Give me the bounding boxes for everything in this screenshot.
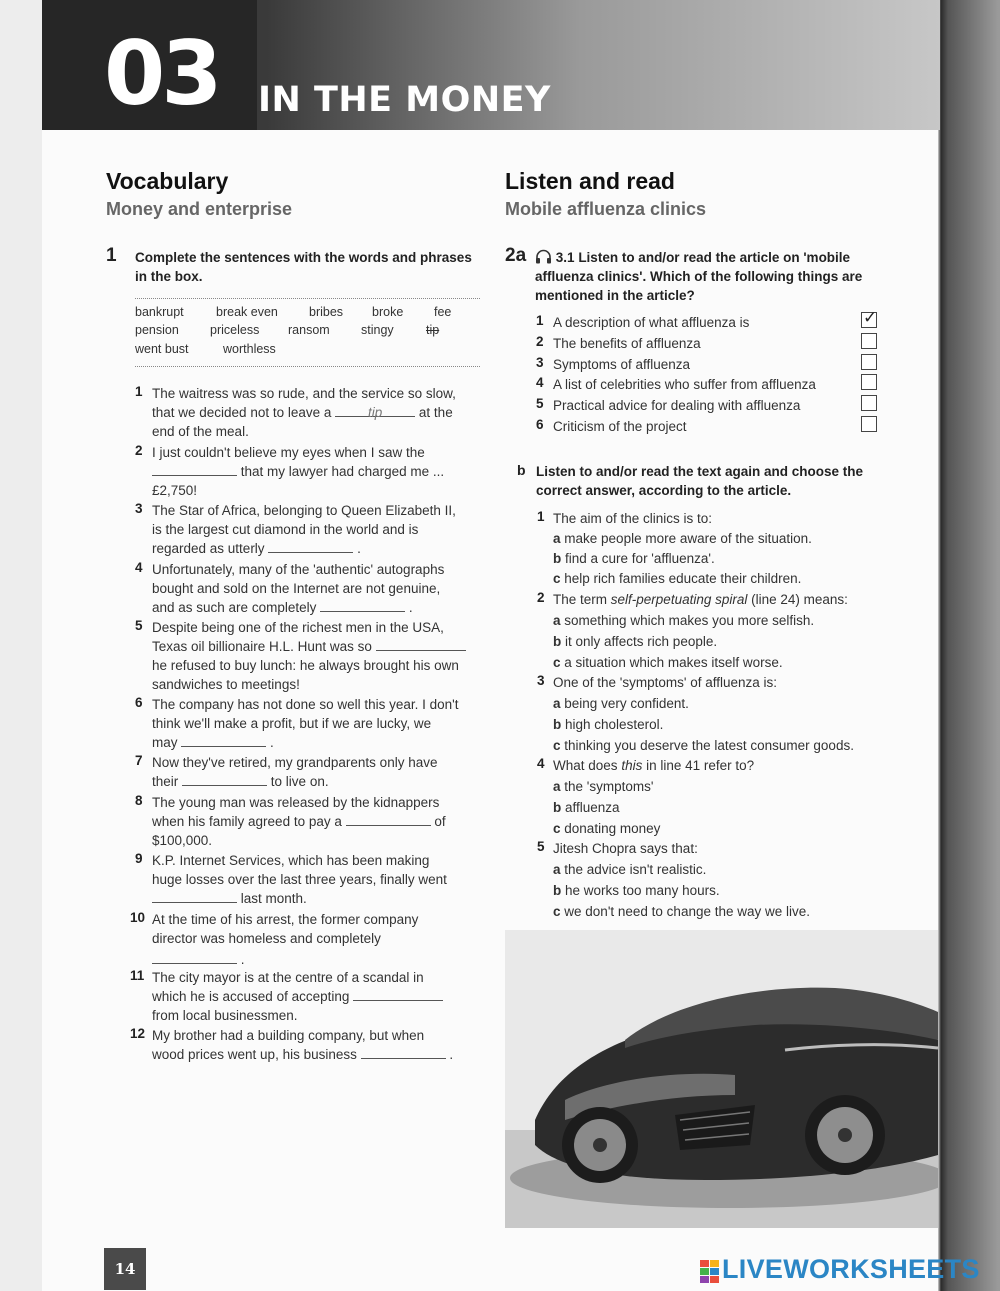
question-text: I just couldn't believe my eyes when I saw the — [152, 445, 425, 460]
liveworksheets-brand: LIVEWORKSHEETS — [722, 1254, 980, 1284]
question-number: 7 — [135, 753, 143, 768]
question-stem: The term self-perpetuating spiral (line 24) means: — [553, 592, 848, 607]
checkbox[interactable] — [861, 333, 877, 349]
question-text: huge losses over the last three years, finally went — [152, 872, 447, 887]
answer-blank[interactable] — [152, 889, 237, 903]
option-a[interactable]: a make people more aware of the situation. — [553, 531, 812, 546]
option-c[interactable]: c we don't need to change the way we live. — [553, 904, 811, 919]
question-text: K.P. Internet Services, which has been making — [152, 853, 430, 868]
word-box-item: bribes — [309, 305, 344, 319]
checkbox[interactable] — [861, 374, 877, 390]
chapter-number: 03 — [104, 22, 219, 125]
question-stem: Jitesh Chopra says that: — [553, 841, 698, 856]
sports-car-photo — [505, 930, 938, 1228]
question-text: bought and sold on the Internet are not genuine, — [152, 581, 441, 596]
exercise-b-letter: b — [517, 462, 526, 478]
word-box-top-border — [135, 298, 480, 299]
option-b[interactable]: b find a cure for 'affluenza'. — [553, 551, 715, 566]
exercise-2a-number: 2a — [505, 245, 527, 266]
headphones-icon[interactable] — [535, 249, 552, 264]
question-text: end of the meal. — [152, 424, 249, 439]
word-box-item: fee — [434, 305, 452, 319]
question-number: 6 — [135, 695, 143, 710]
question-text: director was homeless and completely — [152, 931, 381, 946]
question-text: Despite being one of the richest men in the USA, — [152, 620, 444, 635]
question-text: At the time of his arrest, the former company — [152, 912, 419, 927]
question-number: 9 — [135, 851, 143, 866]
word-box-item-used: tip — [426, 323, 440, 337]
page-edge-shadow — [938, 0, 1000, 1291]
question-text: Now they've retired, my grandparents only have — [152, 755, 438, 770]
question-text: when his family agreed to pay a of — [152, 814, 446, 829]
question-text: Unfortunately, many of the 'authentic' autographs — [152, 562, 445, 577]
checklist-item-text: Practical advice for dealing with affluenza — [553, 398, 801, 413]
checklist-number: 6 — [536, 417, 544, 432]
option-b[interactable]: b high cholesterol. — [553, 717, 664, 732]
question-number: 8 — [135, 793, 143, 808]
checklist-number: 5 — [536, 396, 544, 411]
word-box-item: worthless — [223, 342, 276, 356]
answer-blank[interactable] — [152, 950, 237, 964]
vocabulary-subtitle: Money and enterprise — [106, 199, 293, 219]
checklist-item-text: A description of what affluenza is — [553, 315, 750, 330]
question-number: 1 — [135, 384, 143, 399]
exercise-2a-instruction: 3.1 Listen to and/or read the article on 'mobile affluenza clinics'. Which of the following things are mentioned in the article? — [535, 250, 863, 303]
question-number: 5 — [135, 618, 143, 633]
question-text: The young man was released by the kidnappers — [152, 795, 440, 810]
question-text: that we decided not to leave a tip at the — [152, 405, 453, 420]
option-a[interactable]: a something which makes you more selfish. — [553, 613, 815, 628]
vocabulary-title: Vocabulary — [106, 168, 229, 194]
question-text: from local businessmen. — [152, 1008, 298, 1023]
option-a[interactable]: a the advice isn't realistic. — [553, 862, 707, 877]
question-text: think we'll make a profit, but if we are lucky, we — [152, 716, 432, 731]
option-c[interactable]: c a situation which makes itself worse. — [553, 655, 783, 670]
exercise-1-number: 1 — [106, 245, 117, 266]
exercise-b-instruction: Listen to and/or read the text again and choose the correct answer, according to the article. — [536, 464, 864, 498]
checklist-item-text: A list of celebrities who suffer from affluenza — [553, 377, 816, 392]
question-text: that my lawyer had charged me ... — [152, 462, 444, 481]
question-number: 4 — [135, 560, 143, 575]
option-c[interactable]: c donating money — [553, 821, 661, 836]
question-text: which he is accused of accepting — [152, 987, 443, 1006]
question-text: last month. — [152, 889, 307, 908]
chapter-title: IN THE MONEY — [258, 80, 551, 120]
page-number: 14 — [114, 1260, 136, 1278]
option-c[interactable]: c thinking you deserve the latest consumer goods. — [553, 738, 854, 753]
question-text: wood prices went up, his business . — [152, 1047, 454, 1062]
answer-blank[interactable] — [268, 539, 353, 553]
answer-blank[interactable] — [320, 598, 405, 612]
answer-blank[interactable] — [182, 772, 267, 786]
word-box-item: ransom — [288, 323, 330, 337]
question-text: . — [152, 950, 245, 969]
question-text: The city mayor is at the centre of a scandal in — [152, 970, 424, 985]
word-box-item: priceless — [210, 323, 260, 337]
question-number: 10 — [130, 910, 146, 925]
word-box-item: broke — [372, 305, 404, 319]
option-c[interactable]: c help rich families educate their children. — [553, 571, 802, 586]
option-b[interactable]: b it only affects rich people. — [553, 634, 718, 649]
question-number: 3 — [537, 673, 545, 688]
question-text: The Star of Africa, belonging to Queen Elizabeth II, — [152, 503, 456, 518]
checklist-number: 4 — [536, 375, 544, 390]
answer-blank-example[interactable]: tip — [335, 403, 415, 417]
word-box-item: bankrupt — [135, 305, 184, 319]
word-box-bottom-border — [135, 366, 480, 367]
checklist-number: 1 — [536, 313, 544, 328]
checklist-item-text: The benefits of affluenza — [553, 336, 701, 351]
answer-blank[interactable] — [181, 733, 266, 747]
option-a[interactable]: a being very confident. — [553, 696, 689, 711]
option-b[interactable]: b affluenza — [553, 800, 620, 815]
question-number: 5 — [537, 839, 545, 854]
question-number: 11 — [130, 968, 145, 983]
word-box-item: stingy — [361, 323, 394, 337]
option-a[interactable]: a the 'symptoms' — [553, 779, 654, 794]
listen-title: Listen and read — [505, 168, 675, 194]
question-text: £2,750! — [152, 483, 198, 498]
question-text: Texas oil billionaire H.L. Hunt was so — [152, 637, 466, 656]
answer-blank[interactable] — [376, 637, 466, 651]
question-number: 2 — [537, 590, 545, 605]
question-text: and as such are completely . — [152, 600, 413, 615]
answer-blank[interactable] — [353, 987, 443, 1001]
answer-blank[interactable] — [346, 812, 431, 826]
checklist-number: 2 — [536, 334, 544, 349]
word-box-item: went bust — [135, 342, 189, 356]
option-b[interactable]: b he works too many hours. — [553, 883, 720, 898]
question-text: regarded as utterly . — [152, 541, 361, 556]
question-text: The waitress was so rude, and the service so slow, — [152, 386, 456, 401]
question-number: 2 — [135, 443, 143, 458]
question-text: their to live on. — [152, 774, 329, 789]
question-text: may . — [152, 735, 274, 750]
question-number: 3 — [135, 501, 143, 516]
checkbox-checked[interactable] — [861, 308, 878, 328]
exercise-1-instruction: Complete the sentences with the words and phrases in the box. — [135, 250, 472, 284]
checkbox[interactable] — [861, 416, 877, 432]
checklist-item-text: Criticism of the project — [553, 419, 687, 434]
question-text: My brother had a building company, but when — [152, 1028, 425, 1043]
checkbox[interactable] — [861, 395, 877, 411]
question-number: 1 — [537, 509, 545, 524]
question-number: 4 — [537, 756, 545, 771]
car-illustration — [505, 930, 938, 1228]
word-box-item: pension — [135, 323, 179, 337]
question-text: is the largest cut diamond in the world and is — [152, 522, 419, 537]
listen-subtitle: Mobile affluenza clinics — [505, 199, 707, 219]
word-box-item: break even — [216, 305, 278, 319]
question-text: he refused to buy lunch: he always brought his own — [152, 658, 459, 673]
question-stem: One of the 'symptoms' of affluenza is: — [553, 675, 778, 690]
answer-blank[interactable] — [152, 462, 237, 476]
question-stem: The aim of the clinics is to: — [553, 511, 713, 526]
checklist-number: 3 — [536, 355, 544, 370]
question-stem: What does this in line 41 refer to? — [553, 758, 755, 773]
checklist-item-text: Symptoms of affluenza — [553, 357, 691, 372]
question-number: 12 — [130, 1026, 146, 1041]
answer-blank[interactable] — [361, 1045, 446, 1059]
question-text: The company has not done so well this year. I don't — [152, 697, 459, 712]
liveworksheets-logo-icon — [700, 1260, 720, 1284]
checkbox[interactable] — [861, 354, 877, 370]
check-mark-icon: ✓ — [863, 308, 878, 327]
question-text: sandwiches to meetings! — [152, 677, 300, 692]
question-text: $100,000. — [152, 833, 213, 848]
